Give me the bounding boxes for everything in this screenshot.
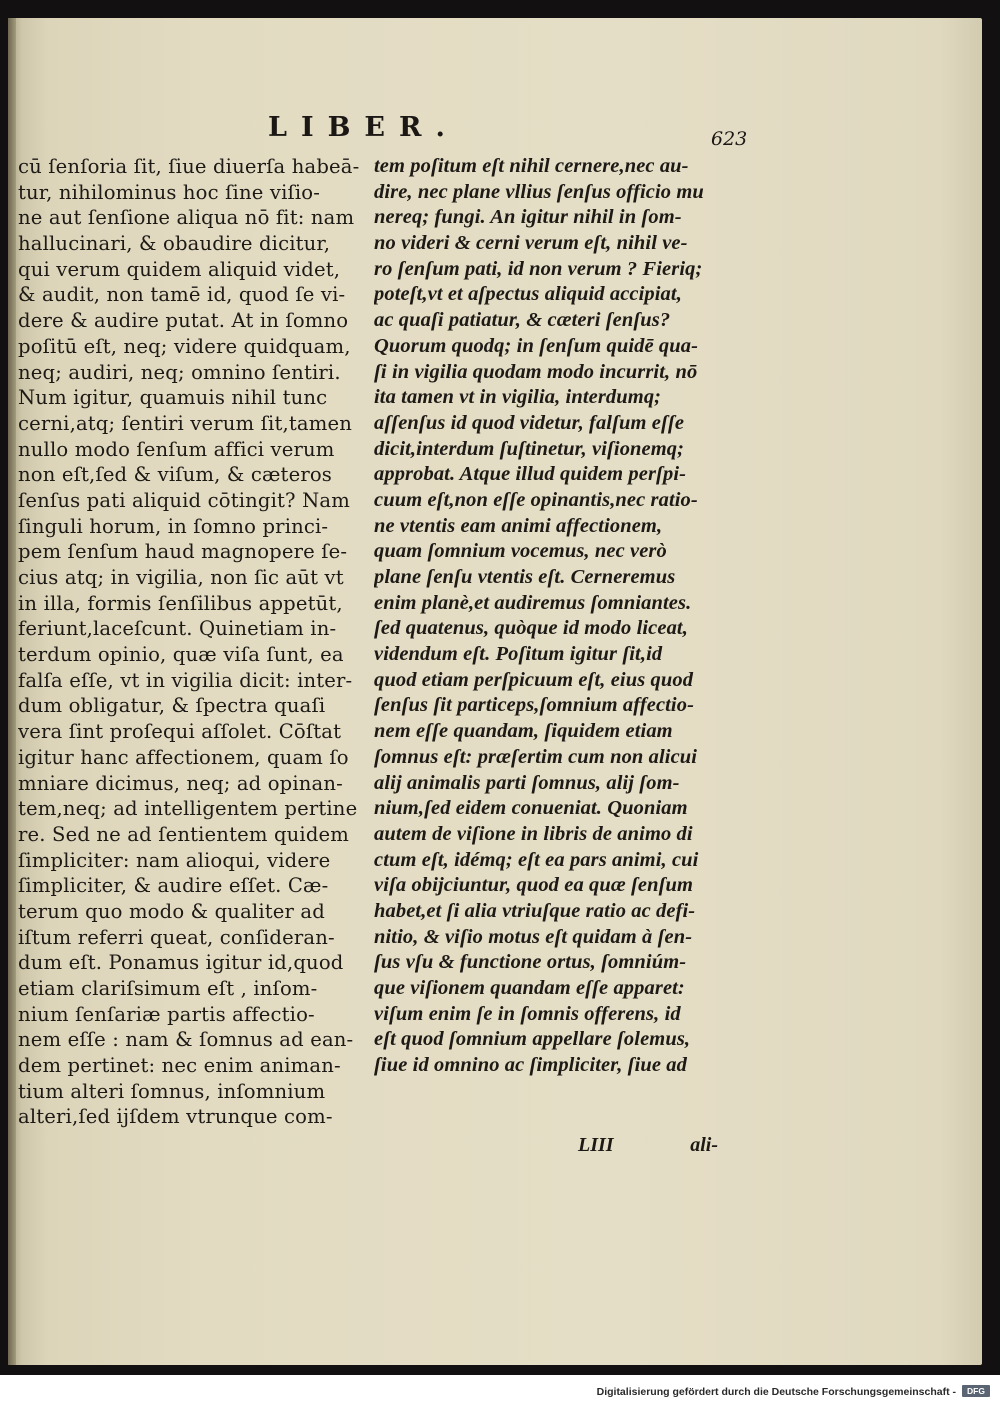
left-text-line: Num igitur, quamuis nihil tunc <box>18 386 328 410</box>
left-text-line: tem,neq; ad intelligentem pertine <box>18 797 358 821</box>
right-text-line: nium,ſed eidem conueniat. Quoniam <box>374 797 688 820</box>
right-text-line: poteſt,vt et aſpectus aliquid accipiat, <box>374 283 682 306</box>
right-text-line: ſenſus ſit particeps,ſomnium affectio- <box>374 694 695 717</box>
left-text-line: poſitū eſt, neq; videre quidquam, <box>18 334 351 358</box>
left-text-line: falſa eſſe, vt in vigilia dicit: inter- <box>18 668 353 692</box>
right-text-line: nitio, & viſio motus eſt quidam à ſen- <box>374 925 693 948</box>
right-text-line: ſomnus eſt: præſertim cum non alicui <box>374 745 698 768</box>
right-text-line: quod etiam perſpicuum eſt, eius quod <box>374 668 694 691</box>
left-text-line: alteri,ſed ijſdem vtrunque com- <box>18 1105 333 1129</box>
right-text-line: approbat. Atque illud quidem perſpi- <box>374 463 687 486</box>
right-text-line: ſi in vigilia quodam modo incurrit, nō <box>374 360 698 383</box>
left-text-line: cerni,atq; ſentiri verum ſit,tamen <box>18 411 352 435</box>
right-text-column <box>374 154 719 1079</box>
left-text-line: ſenſus pati aliquid cōtingit? Nam <box>18 488 350 512</box>
right-text-line: ſus vſu & functione ortus, ſomniúm- <box>374 951 687 974</box>
right-text-line: ſed quatenus, quòque id modo liceat, <box>374 617 688 640</box>
left-text-line: dere & audire putat. At in ſomno <box>18 309 349 333</box>
left-text-line: ne aut ſenſione aliqua nō fit: nam <box>18 206 355 230</box>
right-text-line: plane ſenſu vtentis eſt. Cerneremus <box>374 566 676 588</box>
left-text-line: ſimpliciter: nam alioqui, videre <box>18 848 331 872</box>
right-text-line: viſum enim ſe in ſomnis offerens, id <box>374 1002 681 1025</box>
digitization-credit: Digitalisierung gefördert durch die Deutsche Forschungsgemeinschaft - <box>596 1386 956 1398</box>
left-text-line: hallucinari, & obaudire dicitur, <box>18 232 331 256</box>
left-text-line: non eſt,ſed & viſum, & cæteros <box>18 463 332 487</box>
signature-mark: LIII <box>578 1134 614 1156</box>
catchword: ali- <box>690 1134 718 1156</box>
right-text-line: nem eſſe quandam, ſiquidem etiam <box>374 720 673 743</box>
dfg-logo: DFG <box>962 1385 990 1397</box>
left-text-line: re. Sed ne ad ſentientem quidem <box>18 822 349 846</box>
right-text-line: dicit,interdum ſuſtinetur, viſionemq; <box>374 437 685 460</box>
left-text-line: qui verum quidem aliquid videt, <box>18 257 341 281</box>
right-text-line: eſt quod ſomnium appellare ſolemus, <box>374 1028 691 1051</box>
right-text-line: ro ſenſum pati, id non verum ? Fieriq; <box>374 257 703 280</box>
left-text-line: terum quo modo & qualiter ad <box>18 899 325 923</box>
left-text-line: in illa, formis ſenſilibus appetūt, <box>18 591 343 615</box>
left-text-line: vera ſint proſequi aſſolet. Cōſtat <box>18 720 342 744</box>
left-text-line: pem ſenſum haud magnopere ſe- <box>18 540 348 564</box>
right-text-line: videndum eſt. Poſitum igitur ſit,id <box>374 643 663 666</box>
right-text-line: tem poſitum eſt nihil cernere,nec au- <box>374 155 689 177</box>
right-text-line: ctum eſt, idémq; eſt ea pars animi, cui <box>374 848 699 871</box>
right-text-line: ſiue id omnino ac ſimpliciter, ſiue ad <box>374 1054 688 1077</box>
left-text-line: etiam clariſsimum eſt , inſom- <box>18 977 318 1000</box>
right-text-line: autem de viſione in libris de animo di <box>374 822 693 845</box>
left-text-line: terdum opinio, quæ viſa ſunt, ea <box>18 643 344 667</box>
catchword-line <box>578 1134 718 1157</box>
right-text-line: Quorum quodq; in ſenſum quidē qua- <box>374 334 699 357</box>
running-head: LIBER. <box>268 112 459 143</box>
right-text-line: ac quaſi patiatur, & cæteri ſenſus? <box>374 309 671 332</box>
left-text-line: nem eſſe : nam & ſomnus ad ean- <box>18 1028 354 1052</box>
left-text-line: tium alteri ſomnus, inſomnium <box>18 1079 326 1103</box>
right-text-line: ne vtentis eam animi affectionem, <box>374 514 663 537</box>
left-text-line: feriunt,laceſcunt. Quinetiam in- <box>18 617 337 641</box>
right-text-line: ita tamen vt in vigilia, interdumq; <box>374 386 662 409</box>
left-text-line: ſinguli horum, in ſomno princi- <box>18 514 329 538</box>
left-text-line: ſimpliciter, & audire eſſet. Cæ- <box>18 874 329 898</box>
left-text-line: dum eſt. Ponamus igitur id,quod <box>18 951 344 975</box>
right-text-line: aſſenſus id quod videtur, falſum eſſe <box>374 411 685 434</box>
left-text-line: neq; audiri, neq; omnino ſentiri. <box>18 360 341 384</box>
right-text-line: no videri & cerni verum eſt, nihil ve- <box>374 232 688 255</box>
right-text-line: nereq; fungi. An igitur nihil in ſom- <box>374 206 682 229</box>
left-text-line: dum obligatur, & ſpectra quaſi <box>18 694 326 718</box>
page-number: 623 <box>711 128 748 150</box>
left-text-line: igitur hanc affectionem, quam ſo <box>18 745 349 769</box>
left-text-column <box>18 154 366 1130</box>
right-text-line: alij animalis parti ſomnus, alij ſom- <box>374 771 680 794</box>
left-text-line: nium ſenſariæ partis affectio- <box>18 1002 315 1026</box>
left-text-line: nullo modo ſenſum affici verum <box>18 437 335 461</box>
right-text-line: cuum eſt,non eſſe opinantis,nec ratio- <box>374 488 698 511</box>
left-text-line: iſtum referri queat, conſideran- <box>18 925 335 949</box>
right-text-line: enim planè,et audiremus ſomniantes. <box>374 591 692 614</box>
left-text-line: & audit, non tamē id, quod ſe vi- <box>18 283 346 307</box>
left-text-line: mniare dicimus, neq; ad opinan- <box>18 771 343 795</box>
left-text-line: dem pertinet: nec enim animan- <box>18 1054 341 1078</box>
left-text-line: tur, nihilominus hoc ſine viſio- <box>18 180 321 204</box>
right-text-line: habet,et ſi alia vtriuſque ratio ac defi- <box>374 899 696 922</box>
right-text-line: viſa obijciuntur, quod ea quæ ſenſum <box>374 874 694 897</box>
right-text-line: quam ſomnium vocemus, nec verò <box>374 540 667 563</box>
right-text-line: que viſionem quandam eſſe apparet: <box>374 977 685 999</box>
left-text-line: cū ſenſoria ſit, ſiue diuerſa habeā- <box>18 155 360 178</box>
left-text-line: cius atq; in vigilia, non ſic aūt vt <box>18 566 344 589</box>
right-text-line: dire, nec plane vllius ſenſus officio mu <box>374 180 704 203</box>
